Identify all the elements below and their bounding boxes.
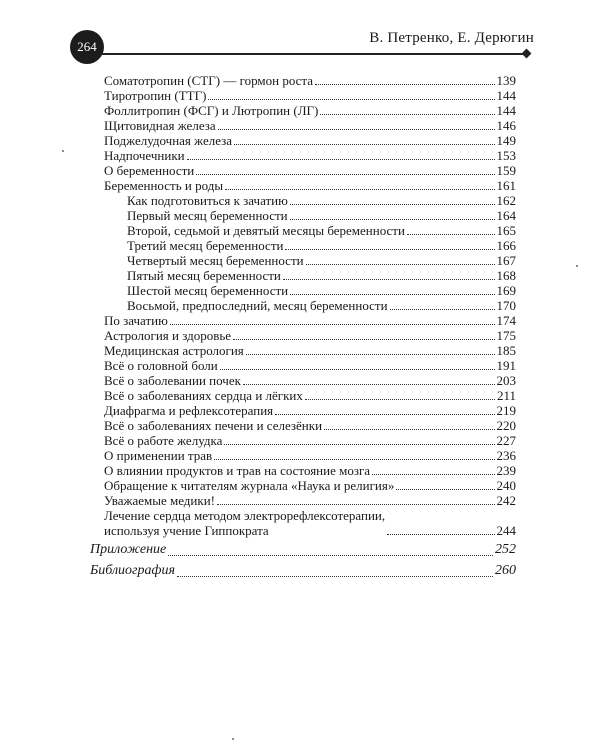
toc-entry-title: Диафрагма и рефлексотерапия xyxy=(104,403,274,418)
toc-entry-page: 244 xyxy=(496,523,516,538)
toc-entry-page: 139 xyxy=(496,73,516,88)
toc-leader-dots xyxy=(285,248,494,250)
toc-entry-page: 211 xyxy=(496,388,516,403)
toc-entry xyxy=(90,328,516,343)
toc-entry-page: 185 xyxy=(496,343,516,358)
toc-entry xyxy=(90,313,516,328)
toc-entry-title: Надпочечники xyxy=(104,148,185,163)
toc-entry-title: Пятый месяц беременности xyxy=(127,268,281,283)
toc-entry xyxy=(90,493,516,508)
toc-entry xyxy=(90,418,516,433)
toc-entry xyxy=(90,403,516,418)
toc-entry-page: 161 xyxy=(496,178,516,193)
toc-subentry xyxy=(90,283,516,298)
toc-entry-title: Восьмой, предпоследний, месяц беременности xyxy=(127,298,388,313)
toc-entry xyxy=(90,178,516,193)
toc-leader-dots xyxy=(214,458,494,460)
toc-entry-page: 174 xyxy=(496,313,516,328)
toc-entry-title: О применении трав xyxy=(104,448,213,463)
toc-leader-dots xyxy=(246,353,495,355)
header-authors: В. Петренко, Е. Дерюгин xyxy=(369,30,534,46)
scan-speck xyxy=(232,738,234,740)
toc-entry-title: Библиография xyxy=(90,563,175,578)
toc-leader-dots xyxy=(208,98,494,100)
toc-entry-title: Соматотропин (СТГ) — гормон роста xyxy=(104,73,314,88)
toc-leader-dots xyxy=(396,488,494,490)
toc-entry-page: 144 xyxy=(496,88,516,103)
toc-leader-dots xyxy=(324,428,494,430)
toc-entry xyxy=(90,373,516,388)
toc-leader-dots xyxy=(387,533,494,535)
toc-subentry xyxy=(90,253,516,268)
toc-entry-bibliography xyxy=(90,561,516,580)
toc-entry-page: 219 xyxy=(496,403,516,418)
toc-leader-dots xyxy=(234,143,494,145)
toc-leader-dots xyxy=(168,554,493,556)
toc-entry-multiline xyxy=(90,508,516,538)
toc-entry-title: Всё о заболеваниях сердца и лёгких xyxy=(104,388,303,403)
toc-entry-title: О влиянии продуктов и трав на состояние мозга xyxy=(104,463,371,478)
toc-entry-page: 159 xyxy=(496,163,516,178)
toc-entry xyxy=(90,148,516,163)
toc-entry-page: 239 xyxy=(496,463,516,478)
toc-leader-dots xyxy=(218,128,495,130)
toc-entry-page: 146 xyxy=(496,118,516,133)
toc-entry-page: 162 xyxy=(496,193,516,208)
toc-entry-title: Уважаемые медики! xyxy=(104,493,215,508)
toc-leader-dots xyxy=(224,443,494,445)
toc-subentry xyxy=(90,268,516,283)
toc-entry-title: Шестой месяц беременности xyxy=(127,283,289,298)
toc-leader-dots xyxy=(187,158,495,160)
toc-entry-page: 170 xyxy=(496,298,516,313)
toc-entry-title-line2: используя учение Гиппократа xyxy=(104,523,269,538)
toc-entry-title: Всё о заболеваниях печени и селезёнки xyxy=(104,418,323,433)
toc-entry-title-block xyxy=(104,508,385,538)
toc-leader-dots xyxy=(290,293,494,295)
toc-leader-dots xyxy=(283,278,495,280)
toc-leader-dots xyxy=(407,233,495,235)
toc-entry-title: Щитовидная железа xyxy=(104,118,216,133)
toc-leader-dots xyxy=(315,83,494,85)
toc-entry-title: Первый месяц беременности xyxy=(127,208,288,223)
toc-leader-dots xyxy=(372,473,494,475)
toc-entry-title: Как подготовиться к зачатию xyxy=(127,193,288,208)
toc-entry xyxy=(90,343,516,358)
toc-subentry xyxy=(90,298,516,313)
toc-entry-page: 144 xyxy=(496,103,516,118)
toc-entry xyxy=(90,478,516,493)
toc-leader-dots xyxy=(275,413,494,415)
toc-entry-page: 169 xyxy=(496,283,516,298)
toc-entry xyxy=(90,73,516,88)
toc-entry-page: 203 xyxy=(496,373,516,388)
toc-leader-dots xyxy=(290,203,495,205)
toc-entry xyxy=(90,448,516,463)
toc-entry-page: 166 xyxy=(496,238,516,253)
header-rule xyxy=(100,53,525,55)
toc-entry xyxy=(90,388,516,403)
toc-entry-title: Астрология и здоровье xyxy=(104,328,232,343)
toc-leader-dots xyxy=(320,113,494,115)
toc-leader-dots xyxy=(233,338,494,340)
toc-entry-title: Всё о работе желудка xyxy=(104,433,223,448)
toc-leader-dots xyxy=(305,398,495,400)
scan-speck xyxy=(576,265,578,267)
table-of-contents xyxy=(90,73,516,580)
toc-leader-dots xyxy=(177,575,493,577)
toc-entry-page: 149 xyxy=(496,133,516,148)
toc-entry-page: 191 xyxy=(496,358,516,373)
toc-entry xyxy=(90,133,516,148)
toc-leader-dots xyxy=(217,503,495,505)
toc-entry xyxy=(90,358,516,373)
toc-entry-title: Беременность и роды xyxy=(104,178,224,193)
toc-leader-dots xyxy=(306,263,495,265)
toc-entry-title: Всё о головной боли xyxy=(104,358,218,373)
toc-entry-title: Второй, седьмой и девятый месяцы беременности xyxy=(127,223,405,238)
toc-entry-page: 242 xyxy=(496,493,516,508)
toc-entry-title: Всё о заболевании почек xyxy=(104,373,241,388)
toc-entry-page: 220 xyxy=(496,418,516,433)
toc-leader-dots xyxy=(220,368,495,370)
toc-entry-page: 164 xyxy=(496,208,516,223)
toc-entry xyxy=(90,433,516,448)
toc-entry xyxy=(90,88,516,103)
toc-entry-page: 167 xyxy=(496,253,516,268)
toc-leader-dots xyxy=(390,308,495,310)
toc-entry-page: 252 xyxy=(495,542,516,557)
toc-entry xyxy=(90,103,516,118)
toc-entry-page: 236 xyxy=(496,448,516,463)
toc-entry-title: О беременности xyxy=(104,163,195,178)
scan-speck xyxy=(62,150,64,152)
toc-subentry xyxy=(90,208,516,223)
toc-subentry xyxy=(90,193,516,208)
toc-leader-dots xyxy=(196,173,494,175)
toc-entry-page: 165 xyxy=(496,223,516,238)
toc-entry-page: 175 xyxy=(496,328,516,343)
toc-entry-page: 227 xyxy=(496,433,516,448)
toc-leader-dots xyxy=(225,188,494,190)
header-diamond-ornament xyxy=(522,49,532,59)
toc-entry xyxy=(90,163,516,178)
toc-entry xyxy=(90,118,516,133)
toc-entry-title: По зачатию xyxy=(104,313,168,328)
toc-entry-title: Медицинская астрология xyxy=(104,343,244,358)
toc-entry-title: Фоллитропин (ФСГ) и Лютропин (ЛГ) xyxy=(104,103,319,118)
toc-entry-title: Тиротропин (ТТГ) xyxy=(104,88,207,103)
toc-subentry xyxy=(90,238,516,253)
toc-entry-page: 260 xyxy=(495,563,516,578)
toc-entry-title: Приложение xyxy=(90,542,167,557)
toc-entry-title: Третий месяц беременности xyxy=(127,238,284,253)
toc-entry-page: 153 xyxy=(496,148,516,163)
toc-leader-dots xyxy=(290,218,495,220)
toc-entry-title: Обращение к читателям журнала «Наука и религия» xyxy=(104,478,395,493)
toc-entry-title-line1: Лечение сердца методом электрорефлексотерапии, xyxy=(104,508,386,523)
toc-subentry xyxy=(90,223,516,238)
toc-entry-page: 240 xyxy=(496,478,516,493)
toc-entry-appendix xyxy=(90,540,516,559)
toc-leader-dots xyxy=(243,383,495,385)
toc-entry-title: Четвертый месяц беременности xyxy=(127,253,304,268)
toc-entry-title: Поджелудочная железа xyxy=(104,133,233,148)
toc-entry xyxy=(90,463,516,478)
page-number-badge: 264 xyxy=(70,30,104,64)
toc-leader-dots xyxy=(170,323,495,325)
toc-entry-page: 168 xyxy=(496,268,516,283)
